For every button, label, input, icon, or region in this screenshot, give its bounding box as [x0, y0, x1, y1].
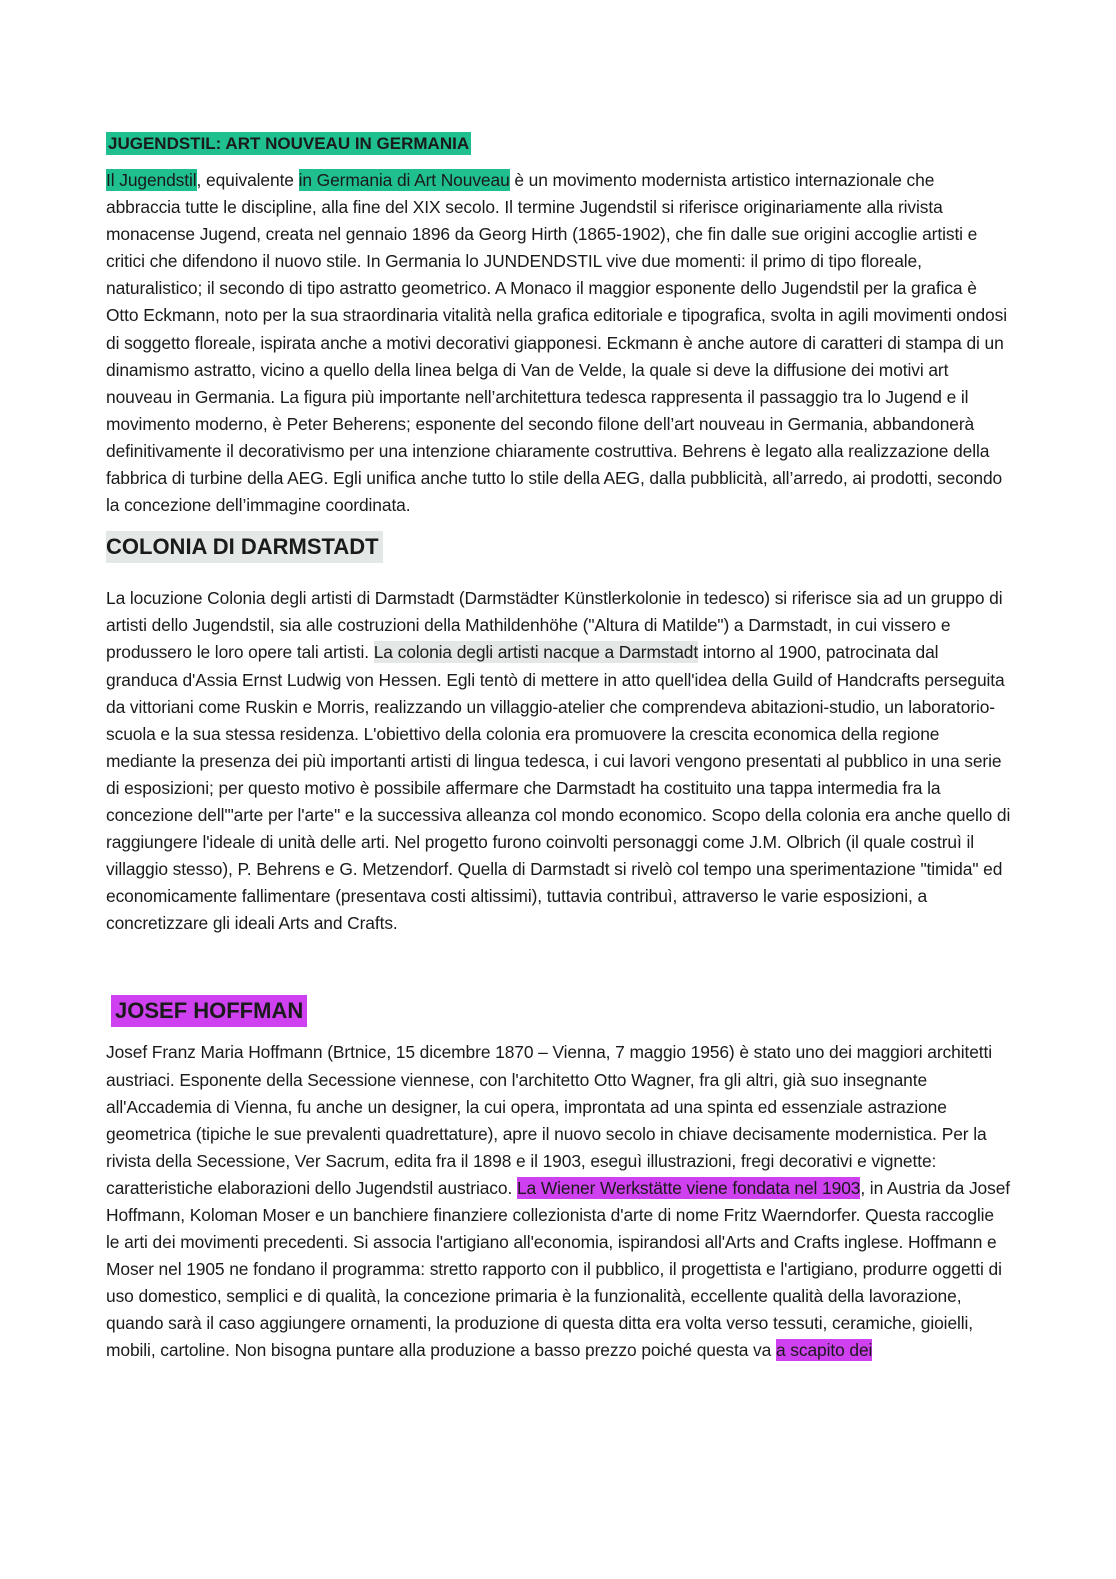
- paragraph-jugendstil: [106, 167, 1011, 519]
- text-run: è un movimento modernista artistico internazionale che abbraccia tutte le discipline, alla fine del XIX secolo. Il termine Jugendstil si riferisce originariamente alla rivista monacense Jugend, creata nel gennaio 1896 da Georg Hirth (1865-1902), che fin dalle sue origini accoglie artisti e critici che difendono il nuovo stile. In Germania lo JUNDENDSTIL vive due momenti: il primo di tipo floreale, naturalistico; il secondo di tipo astratto geometrico. A Monaco il maggior esponente dello Jugendstil per la grafica è Otto Eckmann, noto per la sua straordinaria vitalità nella grafica editoriale e tipografica, svolta in agili movimenti ondosi di soggetto floreale, ispirata anche a motivi decorativi giapponesi. Eckmann è anche autore di caratteri di stampa di un dinamismo astratto, vicino a quello della linea belga di Van de Velde, la quale si deve la diffusione dei motivi art nouveau in Germania. La figura più importante nell’architettura tedesca rappresenta il passaggio tra lo Jugend e il movimento moderno, è Peter Beherens; esponente del secondo filone dell’art nouveau in Germania, abbandonerà definitivamente il decorativismo per una intenzione chiaramente costruttiva. Behrens è legato alla realizzazione della fabbrica di turbine della AEG. Egli unifica anche tutto lo stile della AEG, dalla pubblicità, all’arredo, ai prodotti, secondo la concezione dell’immagine coordinata.: [106, 170, 1007, 516]
- section-hoffman-heading: [106, 995, 1011, 1027]
- paragraph-hoffman: [106, 1039, 1011, 1364]
- text-run: La locuzione Colonia degli artisti di Darmstadt (Darmstädter Künstlerkolonie in tedesco) si riferisce sia ad un gruppo di artisti dello Jugendstil, sia alle costruzioni della Mathildenhöhe ("Altura di Matilde") a Darmstadt, in cui vissero e produssero le loro opere tali artisti.: [106, 588, 1003, 663]
- section-darmstadt: [106, 531, 1011, 937]
- highlight-germania-art-nouveau: in Germania di Art Nouveau: [298, 170, 510, 190]
- paragraph-darmstadt: [106, 585, 1011, 937]
- text-run: , equivalente: [196, 170, 299, 190]
- section-jugendstil: [106, 132, 1011, 519]
- heading-colonia-darmstadt: COLONIA DI DARMSTADT: [106, 531, 383, 563]
- heading-josef-hoffman: JOSEF HOFFMAN: [111, 995, 307, 1027]
- document-page: [106, 132, 1011, 1365]
- highlight-a-scapito-dei: a scapito dei: [775, 1340, 873, 1361]
- text-run: , in Austria da Josef Hoffmann, Koloman Moser e un banchiere finanziere collezionista d'arte di nome Fritz Waerndorfer. Questa raccoglie le arti dei movimenti precedenti. Si associa l'artigiano all'economia, ispirandosi all'Arts and Crafts inglese. Hoffmann e Moser nel 1905 ne fondano il programma: stretto rapporto con il pubblico, il progettista e l'artigiano, produrre oggetti di uso domestico, semplici e di qualità, la concezione primaria è la funzionalità, eccellente qualità della lavorazione, quando sarà il caso aggiungere ornamenti, la produzione di questa ditta era volta verso tessuti, ceramiche, gioielli, mobili, cartoline. Non bisogna puntare alla produzione a basso prezzo poiché questa va: [106, 1177, 1011, 1361]
- highlight-colonia-nacque: La colonia degli artisti nacque a Darmstadt: [373, 642, 699, 663]
- highlight-wiener-werkstatte: La Wiener Werkstätte viene fondata nel 1903: [516, 1177, 861, 1198]
- heading-jugendstil: JUGENDSTIL: ART NOUVEAU IN GERMANIA: [108, 134, 470, 153]
- highlight-il-jugendstil: Il Jugendstil: [106, 170, 197, 190]
- text-run: intorno al 1900, patrocinata dal granduca d'Assia Ernst Ludwig von Hessen. Egli tentò di mettere in atto quell'idea della Guild of Handcrafts perseguita da vittoriani come Ruskin e Morris, realizzando un villaggio-atelier che comprendeva abitazioni-studio, un laboratorio-scuola e la sua stessa residenza. L'obiettivo della colonia era promuovere la crescita economica della regione mediante la presenza dei più importanti artisti di lingua tedesca, i cui lavori vengono presentati al pubblico in una serie di esposizioni; per questo motivo è possibile affermare che Darmstadt ha costituito una tappa intermedia fra la concezione dell'"arte per l'arte" e la successiva alleanza col mondo economico. Scopo della colonia era anche quello di raggiungere l'ideale di unità delle arti. Nel progetto furono coinvolti personaggi come J.M. Olbrich (il quale costruì il villaggio stesso), P. Behrens e G. Metzendorf. Quella di Darmstadt si rivelò col tempo una sperimentazione "timida" ed economicamente fallimentare (presentava costi altissimi), tuttavia contribuì, attraverso le varie esposizioni, a concretizzare gli ideali Arts and Crafts.: [106, 642, 1011, 934]
- text-run: Josef Franz Maria Hoffmann (Brtnice, 15 dicembre 1870 – Vienna, 7 maggio 1956) è stato uno dei maggiori architetti austriaci. Esponente della Secessione viennese, con l'architetto Otto Wagner, fra gli altri, già suo insegnante all'Accademia di Vienna, fu anche un designer, la cui opera, improntata ad una spinta ed essenziale astrazione geometrica (tipiche le sue prevalenti quadrettature), apre il nuovo secolo in chiave decisamente modernistica. Per la rivista della Secessione, Ver Sacrum, edita fra il 1898 e il 1903, eseguì illustrazioni, fregi decorativi e vignette: caratteristiche elaborazioni dello Jugendstil austriaco.: [106, 1042, 993, 1198]
